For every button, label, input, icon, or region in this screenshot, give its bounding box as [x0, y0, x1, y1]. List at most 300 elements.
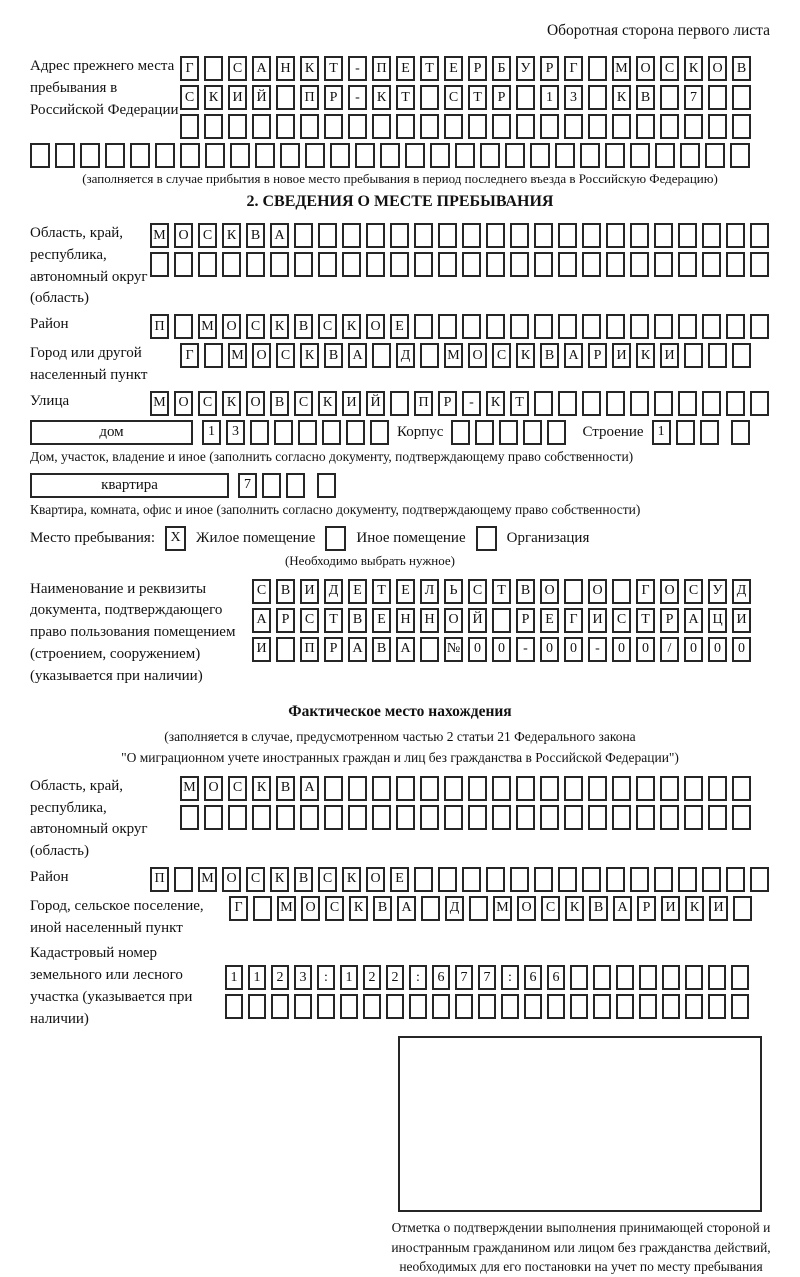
char-cell[interactable]: П [150, 867, 169, 892]
char-cell[interactable]: 1 [225, 965, 243, 990]
char-cell[interactable]: 1 [202, 420, 221, 445]
char-cell[interactable] [662, 994, 680, 1019]
char-cell[interactable] [438, 314, 457, 339]
char-cell[interactable] [205, 143, 225, 168]
char-cell[interactable] [420, 776, 439, 801]
char-cell[interactable] [534, 867, 553, 892]
char-cell[interactable] [420, 85, 439, 110]
char-cell[interactable] [580, 143, 600, 168]
char-cell[interactable] [540, 805, 559, 830]
char-cell[interactable]: К [318, 391, 337, 416]
char-cell[interactable] [324, 805, 343, 830]
char-cell[interactable] [630, 223, 649, 248]
char-cell[interactable]: С [325, 896, 344, 921]
char-cell[interactable] [732, 343, 751, 368]
char-cell[interactable] [654, 252, 673, 277]
char-cell[interactable]: К [565, 896, 584, 921]
char-cell[interactable] [510, 252, 529, 277]
char-cell[interactable] [276, 637, 295, 662]
char-cell[interactable] [198, 252, 217, 277]
char-cell[interactable]: Р [588, 343, 607, 368]
char-cell[interactable]: - [348, 56, 367, 81]
char-cell[interactable] [438, 252, 457, 277]
char-cell[interactable]: С [660, 56, 679, 81]
char-cell[interactable]: С [246, 867, 265, 892]
char-cell[interactable]: : [501, 965, 519, 990]
char-cell[interactable] [438, 867, 457, 892]
char-cell[interactable] [462, 252, 481, 277]
char-cell[interactable] [390, 252, 409, 277]
char-cell[interactable]: Е [390, 867, 409, 892]
char-cell[interactable] [271, 994, 289, 1019]
char-cell[interactable]: 3 [564, 85, 583, 110]
char-cell[interactable]: - [588, 637, 607, 662]
char-cell[interactable] [523, 420, 542, 445]
char-cell[interactable] [558, 223, 577, 248]
char-cell[interactable] [451, 420, 470, 445]
char-cell[interactable] [414, 314, 433, 339]
char-cell[interactable]: С [228, 56, 247, 81]
char-cell[interactable] [654, 223, 673, 248]
char-cell[interactable] [726, 314, 745, 339]
char-cell[interactable] [322, 420, 341, 445]
char-cell[interactable] [588, 56, 607, 81]
char-cell[interactable] [630, 252, 649, 277]
char-cell[interactable] [305, 143, 325, 168]
char-cell[interactable]: В [540, 343, 559, 368]
char-cell[interactable]: Р [540, 56, 559, 81]
char-cell[interactable]: 2 [386, 965, 404, 990]
char-cell[interactable]: 3 [294, 965, 312, 990]
char-cell[interactable] [444, 805, 463, 830]
char-cell[interactable] [348, 114, 367, 139]
char-cell[interactable]: О [444, 608, 463, 633]
char-cell[interactable]: С [541, 896, 560, 921]
char-cell[interactable]: О [588, 579, 607, 604]
char-cell[interactable]: 0 [684, 637, 703, 662]
char-cell[interactable] [280, 143, 300, 168]
char-cell[interactable]: Т [324, 608, 343, 633]
char-cell[interactable] [363, 994, 381, 1019]
char-cell[interactable]: Т [636, 608, 655, 633]
char-cell[interactable]: С [300, 608, 319, 633]
char-cell[interactable] [380, 143, 400, 168]
char-cell[interactable]: 0 [708, 637, 727, 662]
char-cell[interactable]: С [318, 314, 337, 339]
char-cell[interactable]: Й [468, 608, 487, 633]
char-cell[interactable]: М [612, 56, 631, 81]
char-cell[interactable] [516, 805, 535, 830]
char-cell[interactable] [636, 114, 655, 139]
char-cell[interactable]: А [396, 637, 415, 662]
char-cell[interactable] [250, 420, 269, 445]
char-cell[interactable] [318, 252, 337, 277]
char-cell[interactable] [534, 223, 553, 248]
char-cell[interactable]: В [270, 391, 289, 416]
char-cell[interactable]: М [228, 343, 247, 368]
char-cell[interactable] [516, 114, 535, 139]
char-cell[interactable]: Р [324, 85, 343, 110]
char-cell[interactable]: 1 [652, 420, 671, 445]
char-cell[interactable] [606, 391, 625, 416]
char-cell[interactable] [582, 252, 601, 277]
char-cell[interactable]: Й [252, 85, 271, 110]
char-cell[interactable]: О [204, 776, 223, 801]
char-cell[interactable]: 2 [271, 965, 289, 990]
char-cell[interactable] [405, 143, 425, 168]
char-cell[interactable]: Т [372, 579, 391, 604]
char-cell[interactable] [252, 114, 271, 139]
char-cell[interactable] [630, 391, 649, 416]
char-cell[interactable] [80, 143, 100, 168]
char-cell[interactable] [660, 114, 679, 139]
char-cell[interactable]: С [294, 391, 313, 416]
char-cell[interactable] [420, 114, 439, 139]
char-cell[interactable] [204, 805, 223, 830]
char-cell[interactable]: К [222, 391, 241, 416]
char-cell[interactable] [475, 420, 494, 445]
char-cell[interactable]: О [174, 223, 193, 248]
char-cell[interactable]: А [300, 776, 319, 801]
char-cell[interactable] [684, 805, 703, 830]
char-cell[interactable] [612, 805, 631, 830]
char-cell[interactable]: О [468, 343, 487, 368]
char-cell[interactable] [702, 867, 721, 892]
char-cell[interactable]: Н [420, 608, 439, 633]
char-cell[interactable]: Р [468, 56, 487, 81]
char-cell[interactable] [298, 420, 317, 445]
char-cell[interactable]: - [516, 637, 535, 662]
char-cell[interactable] [222, 252, 241, 277]
char-cell[interactable]: Н [276, 56, 295, 81]
residential-premises-checkbox[interactable]: X [165, 526, 186, 551]
char-cell[interactable]: - [462, 391, 481, 416]
char-cell[interactable]: С [318, 867, 337, 892]
char-cell[interactable] [510, 314, 529, 339]
char-cell[interactable]: М [150, 223, 169, 248]
char-cell[interactable]: В [294, 867, 313, 892]
char-cell[interactable] [616, 965, 634, 990]
char-cell[interactable] [204, 56, 223, 81]
char-cell[interactable] [558, 314, 577, 339]
char-cell[interactable] [409, 994, 427, 1019]
char-cell[interactable] [396, 114, 415, 139]
char-cell[interactable] [300, 114, 319, 139]
char-cell[interactable]: Р [516, 608, 535, 633]
char-cell[interactable]: К [300, 56, 319, 81]
char-cell[interactable]: К [349, 896, 368, 921]
char-cell[interactable]: В [732, 56, 751, 81]
char-cell[interactable] [420, 805, 439, 830]
char-cell[interactable]: И [342, 391, 361, 416]
char-cell[interactable] [486, 314, 505, 339]
char-cell[interactable]: О [636, 56, 655, 81]
char-cell[interactable] [654, 391, 673, 416]
char-cell[interactable] [662, 965, 680, 990]
char-cell[interactable] [731, 965, 749, 990]
char-cell[interactable]: С [468, 579, 487, 604]
char-cell[interactable]: К [612, 85, 631, 110]
char-cell[interactable]: С [180, 85, 199, 110]
char-cell[interactable] [510, 867, 529, 892]
organization-checkbox[interactable] [476, 526, 497, 551]
char-cell[interactable] [386, 994, 404, 1019]
char-cell[interactable] [486, 223, 505, 248]
char-cell[interactable] [420, 343, 439, 368]
char-cell[interactable]: 0 [492, 637, 511, 662]
char-cell[interactable]: С [198, 391, 217, 416]
char-cell[interactable] [414, 252, 433, 277]
char-cell[interactable] [366, 252, 385, 277]
char-cell[interactable]: / [660, 637, 679, 662]
char-cell[interactable]: С [492, 343, 511, 368]
char-cell[interactable] [530, 143, 550, 168]
char-cell[interactable] [660, 805, 679, 830]
char-cell[interactable]: А [348, 637, 367, 662]
char-cell[interactable] [294, 252, 313, 277]
char-cell[interactable]: О [366, 867, 385, 892]
char-cell[interactable]: К [342, 314, 361, 339]
char-cell[interactable] [510, 223, 529, 248]
char-cell[interactable] [228, 805, 247, 830]
char-cell[interactable]: - [348, 85, 367, 110]
char-cell[interactable] [534, 252, 553, 277]
char-cell[interactable] [732, 776, 751, 801]
char-cell[interactable]: К [636, 343, 655, 368]
char-cell[interactable] [348, 805, 367, 830]
char-cell[interactable]: О [540, 579, 559, 604]
char-cell[interactable]: Т [420, 56, 439, 81]
char-cell[interactable] [606, 867, 625, 892]
char-cell[interactable]: М [493, 896, 512, 921]
char-cell[interactable] [630, 867, 649, 892]
char-cell[interactable] [505, 143, 525, 168]
char-cell[interactable] [732, 85, 751, 110]
char-cell[interactable] [390, 223, 409, 248]
char-cell[interactable]: В [348, 608, 367, 633]
char-cell[interactable]: 7 [478, 965, 496, 990]
other-premises-checkbox[interactable] [325, 526, 346, 551]
char-cell[interactable]: Д [732, 579, 751, 604]
char-cell[interactable] [564, 114, 583, 139]
char-cell[interactable]: В [372, 637, 391, 662]
char-cell[interactable] [444, 114, 463, 139]
char-cell[interactable] [396, 805, 415, 830]
char-cell[interactable] [540, 114, 559, 139]
char-cell[interactable] [414, 867, 433, 892]
char-cell[interactable] [564, 805, 583, 830]
char-cell[interactable] [355, 143, 375, 168]
char-cell[interactable] [455, 143, 475, 168]
char-cell[interactable]: В [324, 343, 343, 368]
char-cell[interactable] [593, 965, 611, 990]
char-cell[interactable]: А [252, 56, 271, 81]
char-cell[interactable] [276, 805, 295, 830]
char-cell[interactable] [342, 252, 361, 277]
char-cell[interactable] [630, 143, 650, 168]
char-cell[interactable] [396, 776, 415, 801]
char-cell[interactable]: 0 [636, 637, 655, 662]
char-cell[interactable] [612, 776, 631, 801]
char-cell[interactable] [372, 805, 391, 830]
char-cell[interactable] [606, 223, 625, 248]
char-cell[interactable]: М [198, 314, 217, 339]
char-cell[interactable] [731, 994, 749, 1019]
char-cell[interactable] [582, 867, 601, 892]
char-cell[interactable]: Е [540, 608, 559, 633]
char-cell[interactable] [478, 994, 496, 1019]
char-cell[interactable]: П [414, 391, 433, 416]
char-cell[interactable] [660, 85, 679, 110]
char-cell[interactable]: К [270, 314, 289, 339]
char-cell[interactable]: Н [396, 608, 415, 633]
char-cell[interactable]: Р [438, 391, 457, 416]
char-cell[interactable]: Г [180, 343, 199, 368]
char-cell[interactable]: М [277, 896, 296, 921]
char-cell[interactable] [705, 143, 725, 168]
char-cell[interactable]: 0 [612, 637, 631, 662]
char-cell[interactable]: Л [420, 579, 439, 604]
char-cell[interactable]: К [270, 867, 289, 892]
char-cell[interactable] [468, 805, 487, 830]
char-cell[interactable]: 7 [455, 965, 473, 990]
char-cell[interactable]: 6 [432, 965, 450, 990]
char-cell[interactable]: К [372, 85, 391, 110]
char-cell[interactable] [731, 420, 750, 445]
char-cell[interactable] [588, 114, 607, 139]
char-cell[interactable]: 1 [540, 85, 559, 110]
char-cell[interactable] [750, 867, 769, 892]
char-cell[interactable] [366, 223, 385, 248]
char-cell[interactable] [564, 579, 583, 604]
char-cell[interactable] [547, 994, 565, 1019]
char-cell[interactable] [685, 994, 703, 1019]
char-cell[interactable]: С [246, 314, 265, 339]
char-cell[interactable] [516, 776, 535, 801]
char-cell[interactable] [420, 637, 439, 662]
char-cell[interactable] [588, 776, 607, 801]
char-cell[interactable] [702, 314, 721, 339]
char-cell[interactable] [630, 314, 649, 339]
char-cell[interactable] [462, 223, 481, 248]
char-cell[interactable] [726, 867, 745, 892]
char-cell[interactable] [276, 114, 295, 139]
char-cell[interactable] [318, 223, 337, 248]
char-cell[interactable] [702, 252, 721, 277]
char-cell[interactable]: К [486, 391, 505, 416]
char-cell[interactable] [501, 994, 519, 1019]
char-cell[interactable] [174, 867, 193, 892]
char-cell[interactable] [230, 143, 250, 168]
char-cell[interactable] [676, 420, 695, 445]
char-cell[interactable]: 1 [340, 965, 358, 990]
char-cell[interactable]: К [685, 896, 704, 921]
char-cell[interactable]: А [684, 608, 703, 633]
char-cell[interactable] [444, 776, 463, 801]
char-cell[interactable]: Г [564, 608, 583, 633]
char-cell[interactable] [732, 114, 751, 139]
char-cell[interactable]: А [348, 343, 367, 368]
char-cell[interactable]: У [516, 56, 535, 81]
char-cell[interactable] [558, 391, 577, 416]
char-cell[interactable] [660, 776, 679, 801]
char-cell[interactable] [180, 805, 199, 830]
char-cell[interactable] [540, 776, 559, 801]
char-cell[interactable] [248, 994, 266, 1019]
char-cell[interactable] [262, 473, 281, 498]
char-cell[interactable]: Т [510, 391, 529, 416]
char-cell[interactable] [616, 994, 634, 1019]
char-cell[interactable] [606, 252, 625, 277]
char-cell[interactable] [462, 314, 481, 339]
char-cell[interactable] [733, 896, 752, 921]
char-cell[interactable]: К [342, 867, 361, 892]
char-cell[interactable]: В [294, 314, 313, 339]
char-cell[interactable]: Д [324, 579, 343, 604]
char-cell[interactable]: У [708, 579, 727, 604]
char-cell[interactable]: Т [492, 579, 511, 604]
char-cell[interactable] [639, 994, 657, 1019]
char-cell[interactable] [174, 252, 193, 277]
char-cell[interactable]: 0 [564, 637, 583, 662]
char-cell[interactable] [726, 252, 745, 277]
char-cell[interactable]: М [198, 867, 217, 892]
char-cell[interactable] [636, 776, 655, 801]
char-cell[interactable]: В [373, 896, 392, 921]
char-cell[interactable]: А [613, 896, 632, 921]
char-cell[interactable] [588, 85, 607, 110]
char-cell[interactable]: Б [492, 56, 511, 81]
char-cell[interactable] [480, 143, 500, 168]
char-cell[interactable] [702, 391, 721, 416]
char-cell[interactable]: О [174, 391, 193, 416]
char-cell[interactable]: 3 [226, 420, 245, 445]
char-cell[interactable] [300, 805, 319, 830]
char-cell[interactable] [750, 391, 769, 416]
char-cell[interactable]: О [222, 314, 241, 339]
char-cell[interactable]: В [589, 896, 608, 921]
char-cell[interactable] [346, 420, 365, 445]
char-cell[interactable] [750, 223, 769, 248]
char-cell[interactable] [612, 114, 631, 139]
char-cell[interactable] [558, 867, 577, 892]
char-cell[interactable]: С [444, 85, 463, 110]
char-cell[interactable] [270, 252, 289, 277]
char-cell[interactable] [588, 805, 607, 830]
char-cell[interactable]: И [709, 896, 728, 921]
char-cell[interactable] [246, 252, 265, 277]
char-cell[interactable] [228, 114, 247, 139]
char-cell[interactable] [750, 314, 769, 339]
char-cell[interactable] [372, 343, 391, 368]
char-cell[interactable] [612, 579, 631, 604]
char-cell[interactable] [55, 143, 75, 168]
char-cell[interactable] [255, 143, 275, 168]
char-cell[interactable] [492, 608, 511, 633]
char-cell[interactable]: О [222, 867, 241, 892]
char-cell[interactable] [606, 314, 625, 339]
char-cell[interactable] [180, 143, 200, 168]
char-cell[interactable] [636, 805, 655, 830]
char-cell[interactable]: М [444, 343, 463, 368]
char-cell[interactable]: Р [637, 896, 656, 921]
char-cell[interactable] [708, 994, 726, 1019]
char-cell[interactable]: И [660, 343, 679, 368]
char-cell[interactable]: 6 [547, 965, 565, 990]
char-cell[interactable]: Е [396, 56, 415, 81]
char-cell[interactable] [700, 420, 719, 445]
char-cell[interactable] [678, 314, 697, 339]
